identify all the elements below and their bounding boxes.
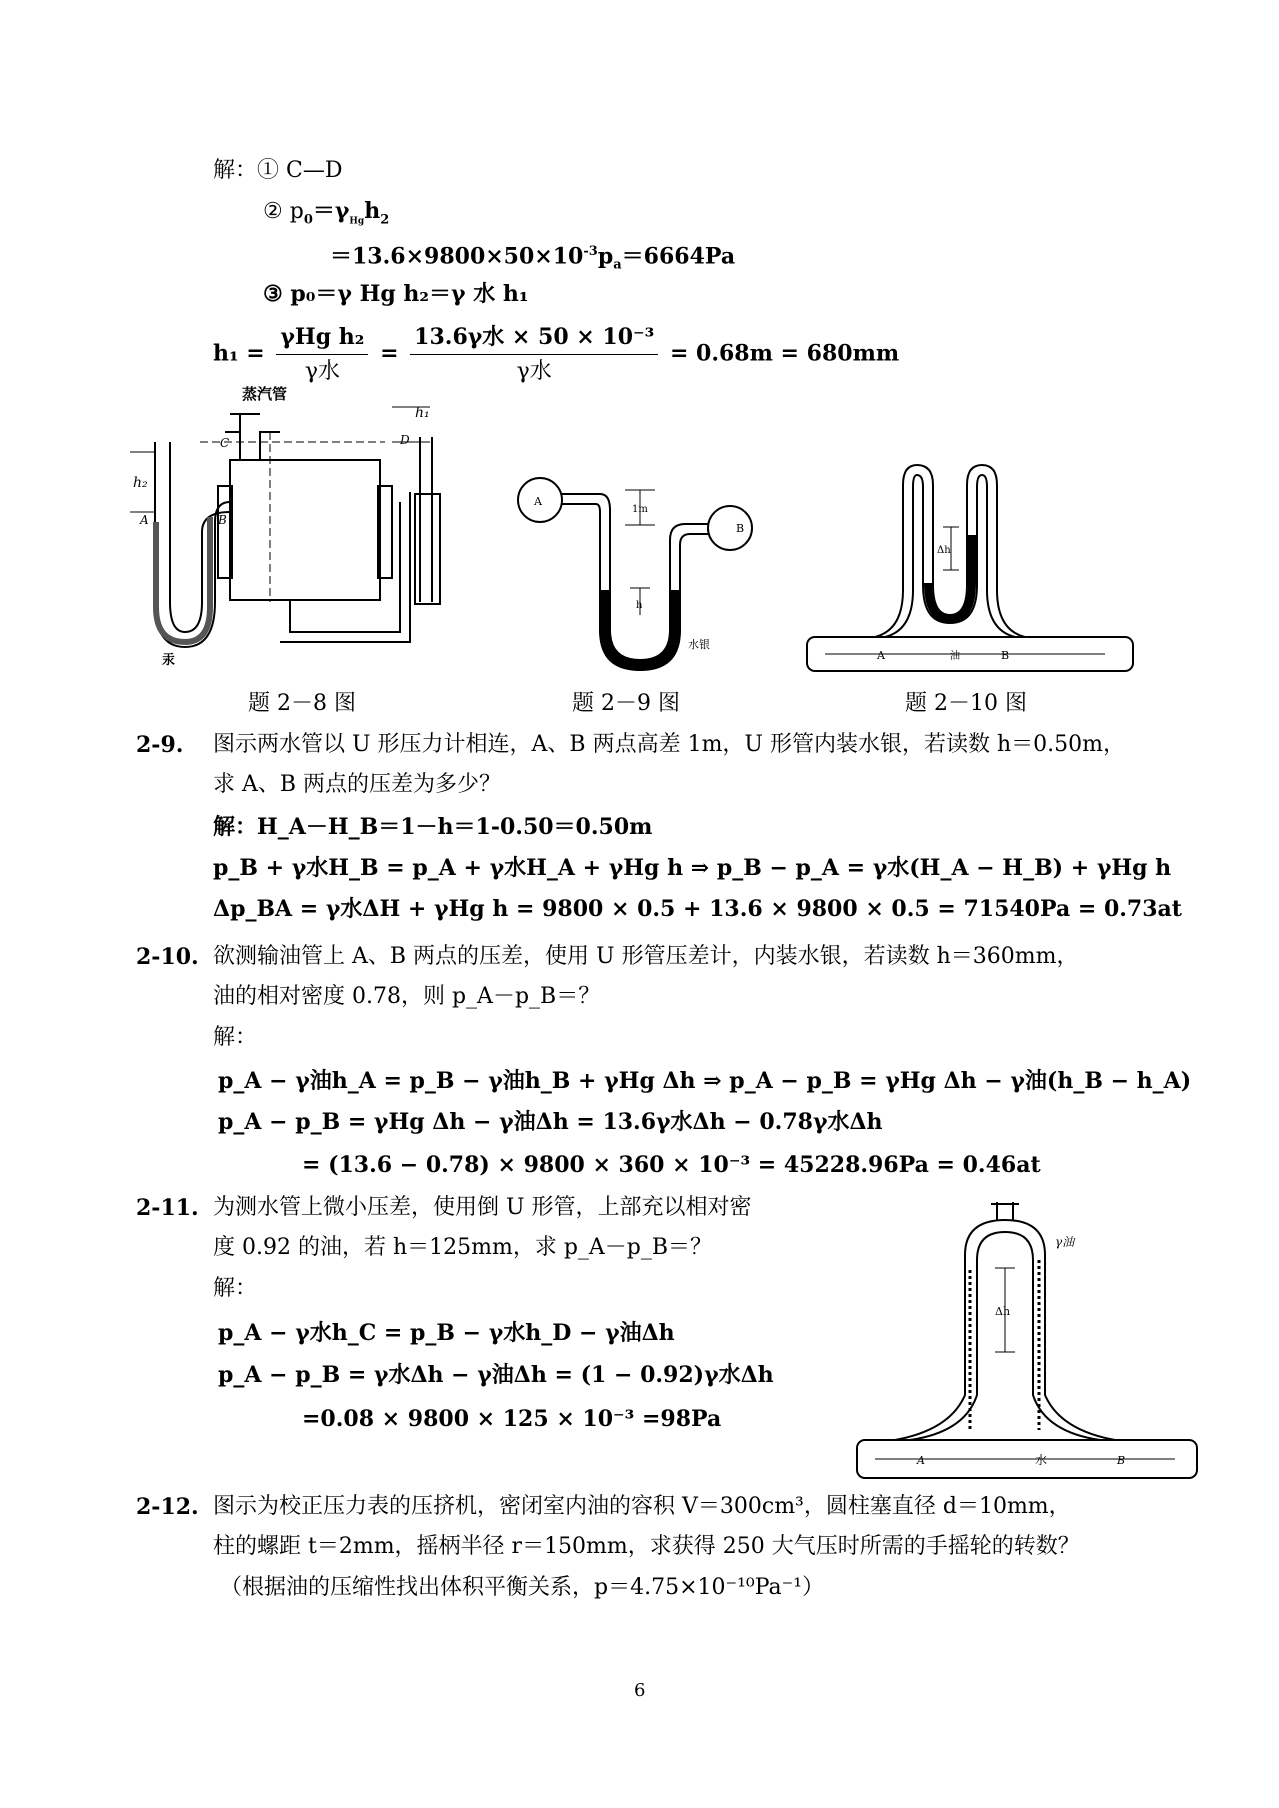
figure-2-8-drawing: [130, 407, 440, 647]
f1-C-label: C: [220, 436, 230, 450]
problem-2-11-number: 2-11.: [136, 1195, 199, 1221]
f1-mercury-label: 汞: [162, 653, 176, 668]
f1-h1-label: h₁: [415, 405, 430, 421]
figure-2-11-drawing: [857, 1202, 1197, 1478]
problem-2-10-number: 2-10.: [136, 944, 199, 970]
figure-2-8: [130, 385, 440, 668]
figure-2-10-drawing: [807, 465, 1133, 671]
problem-2-9-sol-3: Δp_BA = γ水ΔH + γHg h = 9800 × 0.5 + 13.6 × 9800 × 0.5 = 71540Pa = 0.73at: [213, 896, 1182, 922]
problem-2-10-sol-1: p_A − γ油h_A = p_B − γ油h_B + γHg Δh ⇒ p_A − p_B = γHg Δh − γ油(h_B − h_A): [218, 1068, 1192, 1094]
figure-2-10: [805, 465, 1135, 675]
problem-2-12-number: 2-12.: [136, 1494, 199, 1520]
problem-2-9-text-2: 求 A、B 两点的压差为多少？: [213, 772, 502, 797]
f4-dh-label: Δh: [995, 1305, 1011, 1318]
f4-water-label: 水: [1035, 1453, 1048, 1467]
f3-A-label: A: [877, 649, 885, 662]
problem-2-10-sol-3: = (13.6 − 0.78) × 9800 × 360 × 10⁻³ = 45228.96Pa = 0.46at: [302, 1152, 1041, 1178]
problem-2-11-sol-2: p_A − p_B = γ水Δh − γ油Δh = (1 − 0.92)γ水Δh: [218, 1362, 774, 1388]
f2-B-label: B: [736, 522, 745, 535]
problem-2-9-sol-2: p_B + γ水H_B = p_A + γ水H_A + γHg h ⇒ p_B − p_A = γ水(H_A − H_B) + γHg h: [213, 855, 1172, 881]
f3-B-label: B: [1001, 649, 1010, 662]
f2-1m-label: 1m: [632, 504, 648, 515]
caption-2-9: 题 2－9 图: [572, 691, 680, 716]
f1-A-label: A: [140, 513, 149, 527]
f2-h-label: h: [636, 600, 643, 611]
problem-2-10-sol-2: p_A − p_B = γHg Δh − γ油Δh = 13.6γ水Δh − 0.78γ水Δh: [218, 1109, 883, 1135]
f1-B-label: B: [218, 513, 227, 527]
f2-A-label: A: [534, 495, 542, 508]
f3-oil-label: 油: [950, 651, 960, 662]
sol28-line2: ② $p_0=\gamma_{Hg}h_2$: [263, 198, 390, 228]
problem-2-10-sol-label: 解：: [213, 1025, 258, 1050]
problem-2-11-sol-3: =0.08 × 9800 × 125 × 10⁻³ =98Pa: [302, 1406, 722, 1432]
sol28-line5: h₁ = $\frac{\text{γHg h₂}}{\text{γ水}}$ = $\frac{\text{13.6γ水 × 50 × 10⁻³}}{\text{γ水}}$ = 0.68m = 680mm: [213, 324, 900, 384]
figure-2-9: [510, 470, 760, 665]
f2-mercury-label: 水银: [688, 638, 710, 651]
f1-D-label: D: [400, 433, 410, 447]
page-number: 6: [634, 1680, 646, 1701]
problem-2-10-text-2: 油的相对密度 0.78，则 p_A－p_B＝？: [213, 984, 601, 1009]
problem-2-11-sol-label: 解：: [213, 1276, 258, 1301]
problem-2-9-text-1: 图示两水管以 U 形压力计相连，A、B 两点高差 1m，U 形管内装水银，若读数 h＝0.50m，: [213, 732, 1125, 757]
f4-gamma-oil-label: γ油: [1055, 1235, 1075, 1249]
sol28-line1: 解：① C—D: [213, 158, 343, 183]
sol28-line3: $=13.6\times 9800\times 50\times 10^{-3}p_a=6664Pa$: [330, 243, 736, 273]
sol28-line4: ③ p₀＝γ Hg h₂＝γ 水 h₁: [263, 281, 529, 307]
problem-2-11-sol-1: p_A − γ水h_C = p_B − γ水h_D − γ油Δh: [218, 1320, 675, 1346]
problem-2-12-text-2: 柱的螺距 t＝2mm，摇柄半径 r＝150mm，求获得 250 大气压时所需的手摇轮的转数？: [213, 1534, 1080, 1559]
problem-2-12-text-3: （根据油的压缩性找出体积平衡关系，p＝4.75×10⁻¹⁰Pa⁻¹）: [220, 1575, 825, 1600]
f3-dh-label: Δh: [937, 545, 951, 556]
problem-2-12-text-1: 图示为校正压力表的压挤机，密闭室内油的容积 V＝300cm³，圆柱塞直径 d＝10mm，: [213, 1494, 1071, 1519]
problem-2-9-sol-1: 解：H_A－H_B＝1－h＝1-0.50＝0.50m: [213, 814, 653, 840]
problem-2-11-text-2: 度 0.92 的油，若 h＝125mm，求 p_A－p_B＝？: [213, 1235, 713, 1260]
problem-2-10-text-1: 欲测输油管上 A、B 两点的压差，使用 U 形管压差计，内装水银，若读数 h＝360mm，: [213, 944, 1079, 969]
f1-h2-label: h₂: [133, 475, 148, 491]
f4-A-label: A: [917, 1454, 925, 1467]
caption-2-10: 题 2－10 图: [905, 691, 1027, 716]
f1-steam-label: 蒸汽管: [242, 385, 288, 403]
figure-2-11: [855, 1200, 1200, 1485]
f4-B-label: B: [1117, 1454, 1126, 1467]
caption-2-8: 题 2－8 图: [248, 691, 356, 716]
problem-2-9-number: 2-9.: [136, 732, 184, 758]
problem-2-11-text-1: 为测水管上微小压差，使用倒 U 形管，上部充以相对密: [213, 1195, 752, 1220]
